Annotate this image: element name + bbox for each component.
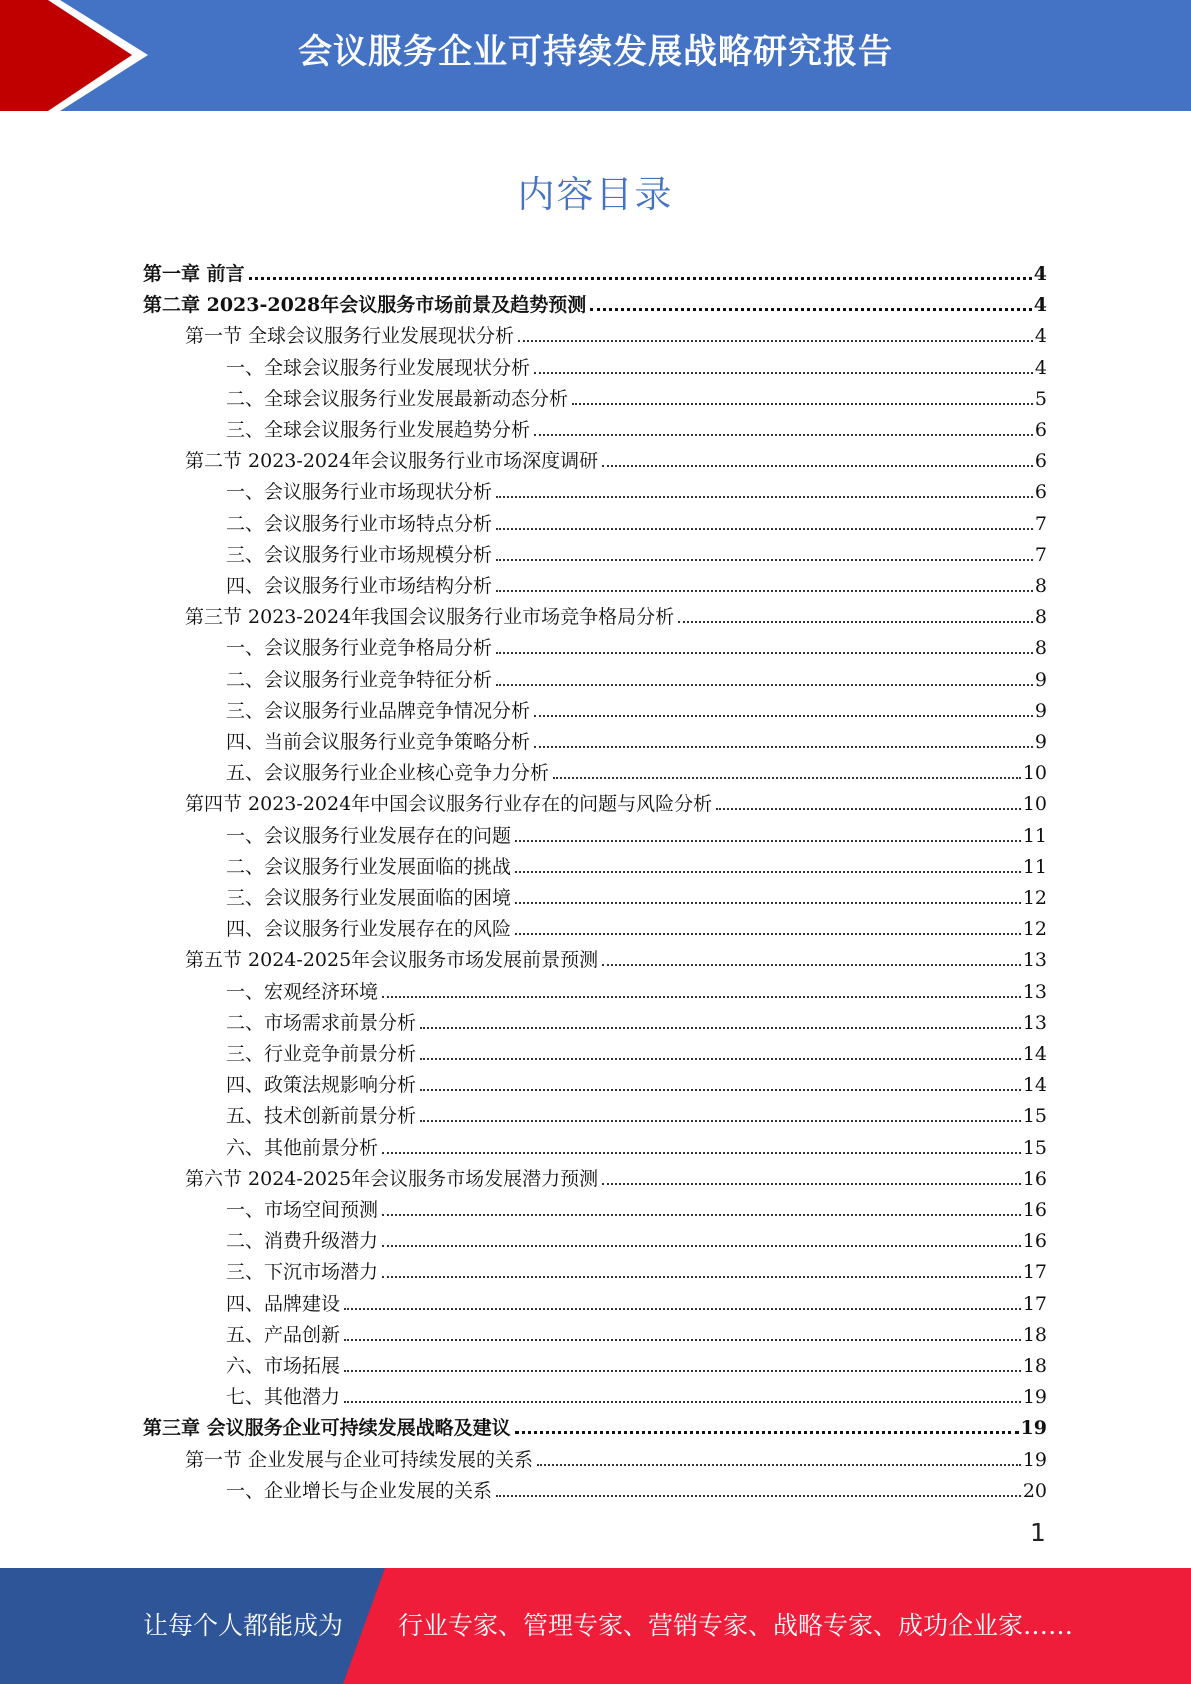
toc-item[interactable]: 一、会议服务行业发展存在的问题 11: [226, 824, 1047, 847]
toc-section[interactable]: 第二节 2023-2024年会议服务行业市场深度调研 6: [185, 450, 1047, 473]
toc-section[interactable]: 第六节 2024-2025年会议服务市场发展潜力预测 16: [185, 1167, 1047, 1190]
toc-title: 内容目录: [517, 173, 674, 216]
toc-section[interactable]: 第四节 2023-2024年中国会议服务行业存在的问题与风险分析 10: [185, 793, 1047, 816]
toc-item[interactable]: 三、全球会议服务行业发展趋势分析 6: [226, 419, 1047, 441]
footer-slogan-left: 让每个人都能成为: [143, 1611, 344, 1640]
toc-item[interactable]: 四、会议服务行业发展存在的风险 12: [226, 918, 1047, 941]
toc-item[interactable]: 三、下沉市场潜力 17: [226, 1261, 1047, 1284]
footer-slogan-right: 行业专家、管理专家、营销专家、战略专家、成功企业家……: [398, 1611, 1074, 1640]
toc-item[interactable]: 二、消费升级潜力 16: [226, 1230, 1047, 1253]
report-title: 会议服务企业可持续发展战略研究报告: [298, 32, 893, 72]
toc-item[interactable]: 三、会议服务行业发展面临的困境 12: [226, 887, 1047, 909]
toc-item[interactable]: 六、市场拓展 18: [226, 1355, 1047, 1377]
toc-item[interactable]: 二、会议服务行业发展面临的挑战 11: [226, 855, 1047, 878]
page-number: 1: [1030, 1518, 1046, 1547]
toc-item[interactable]: 三、会议服务行业品牌竞争情况分析 9: [226, 699, 1047, 722]
footer-banner: [0, 1568, 1191, 1684]
toc-item[interactable]: 六、其他前景分析 15: [226, 1136, 1047, 1159]
toc-chapter[interactable]: 第二章 2023-2028年会议服务市场前景及趋势预测 4: [143, 294, 1047, 317]
toc-chapter[interactable]: 第三章 会议服务企业可持续发展战略及建议 19: [143, 1417, 1047, 1440]
toc-item[interactable]: 一、市场空间预测 16: [226, 1199, 1047, 1221]
toc-item[interactable]: 四、当前会议服务行业竞争策略分析 9: [226, 731, 1047, 753]
toc-item[interactable]: 四、品牌建设 17: [226, 1292, 1047, 1315]
toc-item[interactable]: 二、会议服务行业竞争特征分析 9: [226, 668, 1047, 691]
toc-section[interactable]: 第一节 企业发展与企业可持续发展的关系 19: [185, 1448, 1047, 1471]
toc-item[interactable]: 五、技术创新前景分析 15: [226, 1105, 1047, 1128]
toc-section[interactable]: 第一节 全球会议服务行业发展现状分析 4: [185, 325, 1047, 348]
toc-item[interactable]: 五、产品创新 18: [226, 1323, 1047, 1346]
toc-item[interactable]: 四、政策法规影响分析 14: [226, 1074, 1047, 1097]
toc-item[interactable]: 三、行业竞争前景分析 14: [226, 1043, 1047, 1065]
toc-item[interactable]: 二、市场需求前景分析 13: [226, 1011, 1047, 1034]
header-banner: [0, 0, 1191, 111]
toc-chapter[interactable]: 第一章 前言 4: [143, 263, 1047, 285]
toc-item[interactable]: 二、全球会议服务行业发展最新动态分析 5: [226, 387, 1047, 410]
toc-item[interactable]: 一、会议服务行业市场现状分析 6: [226, 481, 1047, 504]
toc-item[interactable]: 一、企业增长与企业发展的关系 20: [226, 1479, 1047, 1502]
toc-section[interactable]: 第五节 2024-2025年会议服务市场发展前景预测 13: [185, 949, 1047, 972]
toc-section[interactable]: 第三节 2023-2024年我国会议服务行业市场竞争格局分析 8: [185, 606, 1047, 629]
toc-item[interactable]: 一、会议服务行业竞争格局分析 8: [226, 637, 1047, 660]
toc-item[interactable]: 五、会议服务行业企业核心竞争力分析 10: [226, 762, 1047, 785]
toc-item[interactable]: 一、全球会议服务行业发展现状分析 4: [226, 356, 1047, 379]
toc-item[interactable]: 四、会议服务行业市场结构分析 8: [226, 575, 1047, 597]
toc-item[interactable]: 七、其他潜力 19: [226, 1386, 1047, 1409]
toc-item[interactable]: 一、宏观经济环境 13: [226, 980, 1047, 1003]
toc-item[interactable]: 二、会议服务行业市场特点分析 7: [226, 512, 1047, 535]
toc-item[interactable]: 三、会议服务行业市场规模分析 7: [226, 543, 1047, 566]
